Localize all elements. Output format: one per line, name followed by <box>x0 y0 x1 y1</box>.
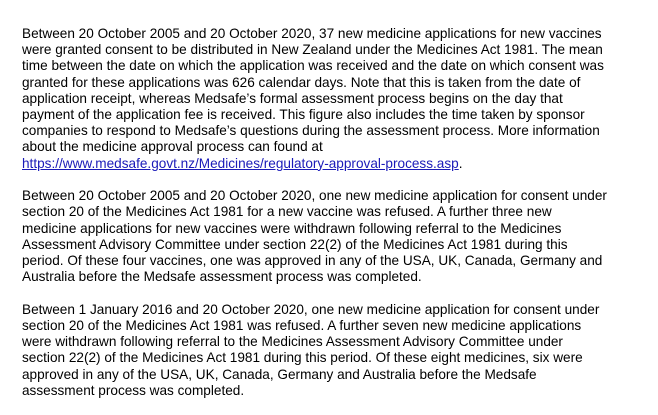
paragraph-line: section 20 of the Medicines Act 1981 was refused. A further seven new medicine applications <box>22 318 582 333</box>
link-suffix: . <box>458 155 463 171</box>
paragraph-line: were withdrawn following referral to the Medicines Assessment Advisory Committee under <box>22 334 563 350</box>
paragraph-approvals <box>22 26 642 172</box>
paragraph-line: period. Of these four vaccines, one was approved in any of the USA, UK, Canada, Germany and <box>22 252 603 268</box>
paragraph-line: payment of the application fee is received. This figure also includes the time taken by sponsor <box>22 106 585 122</box>
paragraph-line: granted for these applications was 626 calendar days. Note that this is taken from the date of <box>22 74 581 90</box>
medsafe-approval-process-link[interactable]: https://www.medsafe.govt.nz/Medicines/regulatory-approval-process.asp <box>22 155 459 171</box>
paragraph-line: section 20 of the Medicines Act 1981 for a new vaccine was refused. A further three new <box>22 204 552 220</box>
paragraph-line: medicine applications for new vaccines were withdrawn following referral to the Medicines <box>22 220 562 236</box>
paragraph-line: Between 20 October 2005 and 20 October 2020, 37 new medicine applications for new vaccines <box>22 26 602 41</box>
paragraph-line: Between 20 October 2005 and 20 October 2020, one new medicine application for consent under <box>22 188 607 204</box>
paragraph-line: Australia before the Medsafe assessment process was completed. <box>22 269 422 285</box>
paragraph-line: section 22(2) of the Medicines Act 1981 during this period. Of these eight medicines, six were <box>22 350 583 366</box>
paragraph-line: application receipt, whereas Medsafe’s formal assessment process begins on the day that <box>22 90 563 106</box>
paragraph-line: approved in any of the USA, UK, Canada, Germany and Australia before the Medsafe <box>22 366 537 382</box>
document-body <box>22 26 642 415</box>
paragraph-medicines-refused <box>22 302 642 399</box>
paragraph-line: Between 1 January 2016 and 20 October 2020, one new medicine application for consent under <box>22 301 600 317</box>
paragraph-line: were granted consent to be distributed in New Zealand under the Medicines Act 1981. The mean <box>22 42 603 58</box>
paragraph-line: time between the date on which the application was received and the date on which consent was <box>22 58 604 74</box>
paragraph-line: assessment process was completed. <box>22 382 245 398</box>
paragraph-line: Assessment Advisory Committee under section 22(2) of the Medicines Act 1981 during this <box>22 236 568 252</box>
paragraph-line: companies to respond to Medsafe’s questions during the assessment process. More information <box>22 123 600 139</box>
link-line <box>22 156 642 172</box>
paragraph-vaccines-refused <box>22 188 642 285</box>
paragraph-line: about the medicine approval process can found at <box>22 139 323 155</box>
